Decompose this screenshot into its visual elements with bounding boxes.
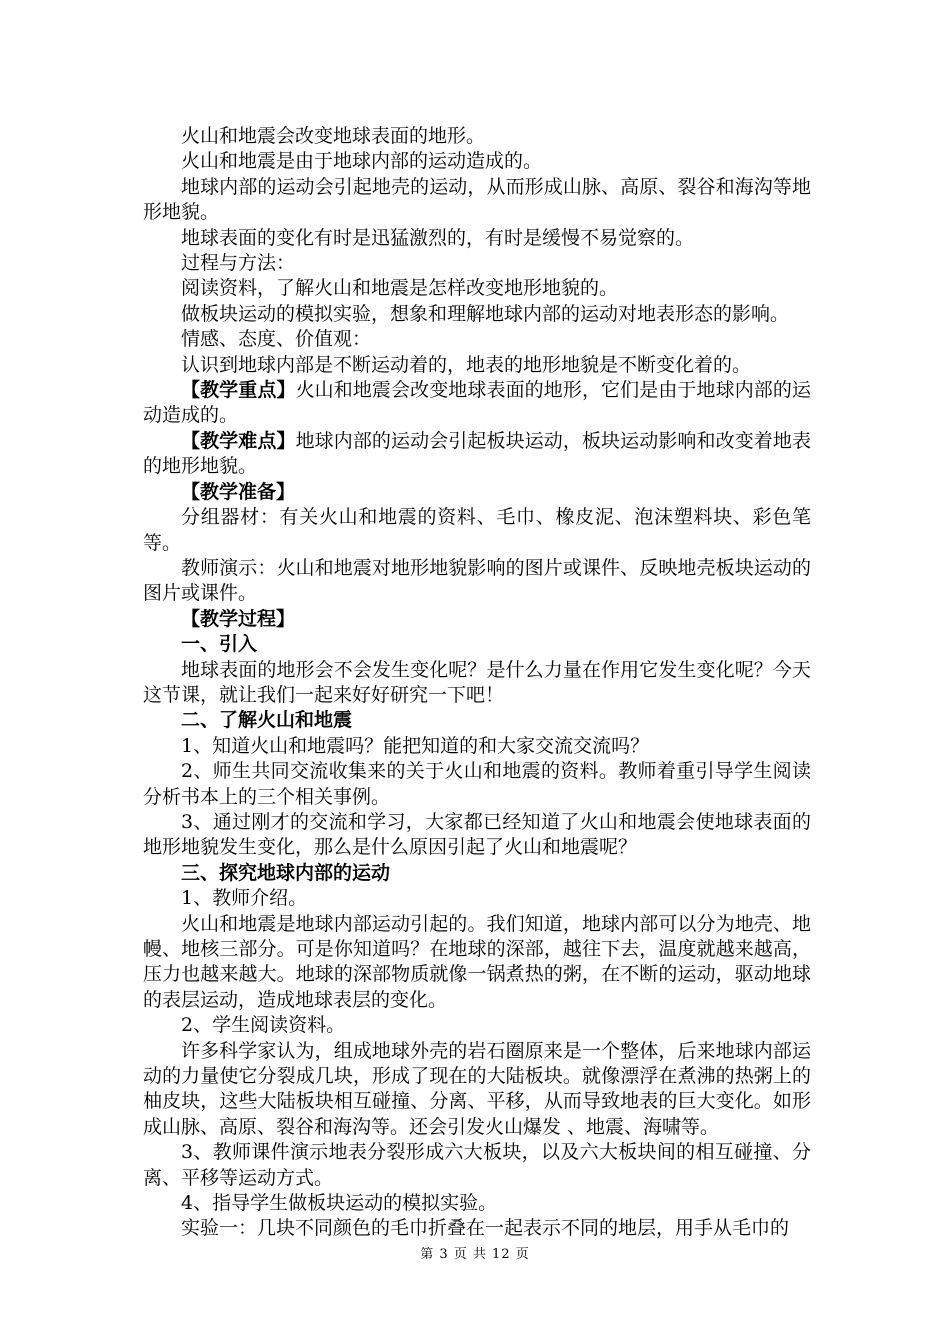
paragraph-text: 分组器材：有关火山和地震的资料、毛巾、橡皮泥、泡沫塑料块、彩色笔等。	[143, 506, 811, 554]
paragraph	[143, 556, 811, 607]
paragraph-text: 2、学生阅读资料。	[181, 1014, 346, 1037]
paragraph	[143, 353, 811, 378]
paragraph-text: 1、教师介绍。	[181, 887, 308, 910]
paragraph-text: 地球表面的变化有时是迅猛激烈的，有时是缓慢不易觉察的。	[181, 226, 695, 249]
paragraph	[143, 480, 811, 505]
paragraph	[143, 1191, 811, 1216]
paragraph	[143, 175, 811, 226]
paragraph-text: 地球内部的运动会引起板块运动，板块运动影响和改变着地表的地形地貌。	[143, 429, 811, 478]
section-label: 【教学难点】	[181, 429, 296, 452]
paragraph-text: 3、通过刚才的交流和学习，大家都已经知道了火山和地震会使地球表面的地形地貌发生变化，那么是什么原因引起了火山和地震呢？	[143, 810, 811, 859]
paragraph	[143, 124, 811, 149]
paragraph-text: 情感、态度、价值观：	[181, 328, 372, 351]
paragraph	[143, 861, 811, 886]
paragraph-text: 实验一：几块不同颜色的毛巾折叠在一起表示不同的地层，用手从毛巾的	[181, 1217, 790, 1240]
section-heading: 【教学准备】	[181, 480, 296, 503]
paragraph	[143, 378, 811, 429]
paragraph-text: 火山和地震会改变地球表面的地形。	[181, 125, 486, 147]
paragraph	[143, 302, 811, 327]
paragraph	[143, 251, 811, 276]
paragraph	[143, 1039, 811, 1141]
paragraph	[143, 658, 811, 709]
paragraph-text: 地球表面的地形会不会发生变化呢？是什么力量在作用它发生变化呢？今天这节课，就让我们一起来好好研究一下吧！	[143, 658, 811, 706]
paragraph	[143, 1216, 811, 1241]
paragraph	[143, 708, 811, 733]
paragraph-text: 火山和地震会改变地球表面的地形，它们是由于地球内部的运动造成的。	[143, 379, 811, 427]
paragraph-text: 2、师生共同交流收集来的关于火山和地震的资料。教师着重引导学生阅读分析书本上的三个相关事例。	[143, 760, 811, 808]
paragraph-text: 火山和地震是由于地球内部的运动造成的。	[181, 150, 543, 173]
paragraph	[143, 912, 811, 1014]
paragraph-text: 认识到地球内部是不断运动着的，地表的地形地貌是不断变化着的。	[181, 353, 752, 376]
paragraph-text: 教师演示：火山和地震对地形地貌影响的图片或课件、反映地壳板块运动的图片或课件。	[143, 556, 811, 605]
paragraph-text: 做板块运动的模拟实验，想象和理解地球内部的运动对地表形态的影响。	[181, 302, 790, 325]
paragraph-text: 火山和地震是地球内部运动引起的。我们知道，地球内部可以分为地壳、地幔、地核三部分。可是你知道吗？在地球的深部，越往下去，温度就越来越高，压力也越来越大。地球的深部物质就像一锅煮热的粥，在不断的运动，驱动地球的表层运动，造成地球表层的变化。	[143, 912, 811, 1011]
paragraph-text: 过程与方法：	[181, 252, 296, 275]
section-heading: 一、引入	[181, 633, 258, 656]
paragraph-text: 3、教师课件演示地表分裂形成六大板块，以及六大板块间的相互碰撞、分离、平移等运动方式。	[143, 1141, 811, 1189]
paragraph-text: 4、指导学生做板块运动的模拟实验。	[181, 1192, 498, 1215]
paragraph	[143, 276, 811, 301]
document-body	[143, 124, 811, 1242]
paragraph	[143, 810, 811, 861]
paragraph	[143, 632, 811, 657]
paragraph	[143, 1140, 811, 1191]
paragraph	[143, 505, 811, 556]
section-heading: 三、探究地球内部的运动	[181, 861, 391, 884]
paragraph	[143, 1013, 811, 1038]
paragraph	[143, 429, 811, 480]
paragraph-text: 许多科学家认为，组成地球外壳的岩石圈原来是一个整体，后来地球内部运动的力量使它分裂成几块，形成了现在的大陆板块。就像漂浮在煮沸的热粥上的柚皮块，这些大陆板块相互碰撞、分离、平移，从而导致地表的巨大变化。如形成山脉、高原、裂谷和海沟等。还会引发火山爆发 、地震、海啸等。	[143, 1039, 811, 1138]
section-label: 【教学重点】	[181, 379, 296, 402]
paragraph	[143, 886, 811, 911]
paragraph-text: 1、知道火山和地震吗？能把知道的和大家交流交流吗？	[181, 734, 650, 757]
paragraph-text: 阅读资料，了解火山和地震是怎样改变地形地貌的。	[181, 277, 619, 300]
paragraph	[143, 734, 811, 759]
page-footer: 第 3 页 共 12 页	[420, 1247, 530, 1262]
paragraph	[143, 759, 811, 810]
paragraph-text: 地球内部的运动会引起地壳的运动，从而形成山脉、高原、裂谷和海沟等地形地貌。	[143, 175, 811, 224]
paragraph	[143, 226, 811, 251]
section-heading: 【教学过程】	[181, 607, 296, 630]
paragraph	[143, 149, 811, 174]
paragraph	[143, 327, 811, 352]
section-heading: 二、了解火山和地震	[181, 709, 353, 732]
paragraph	[143, 607, 811, 632]
